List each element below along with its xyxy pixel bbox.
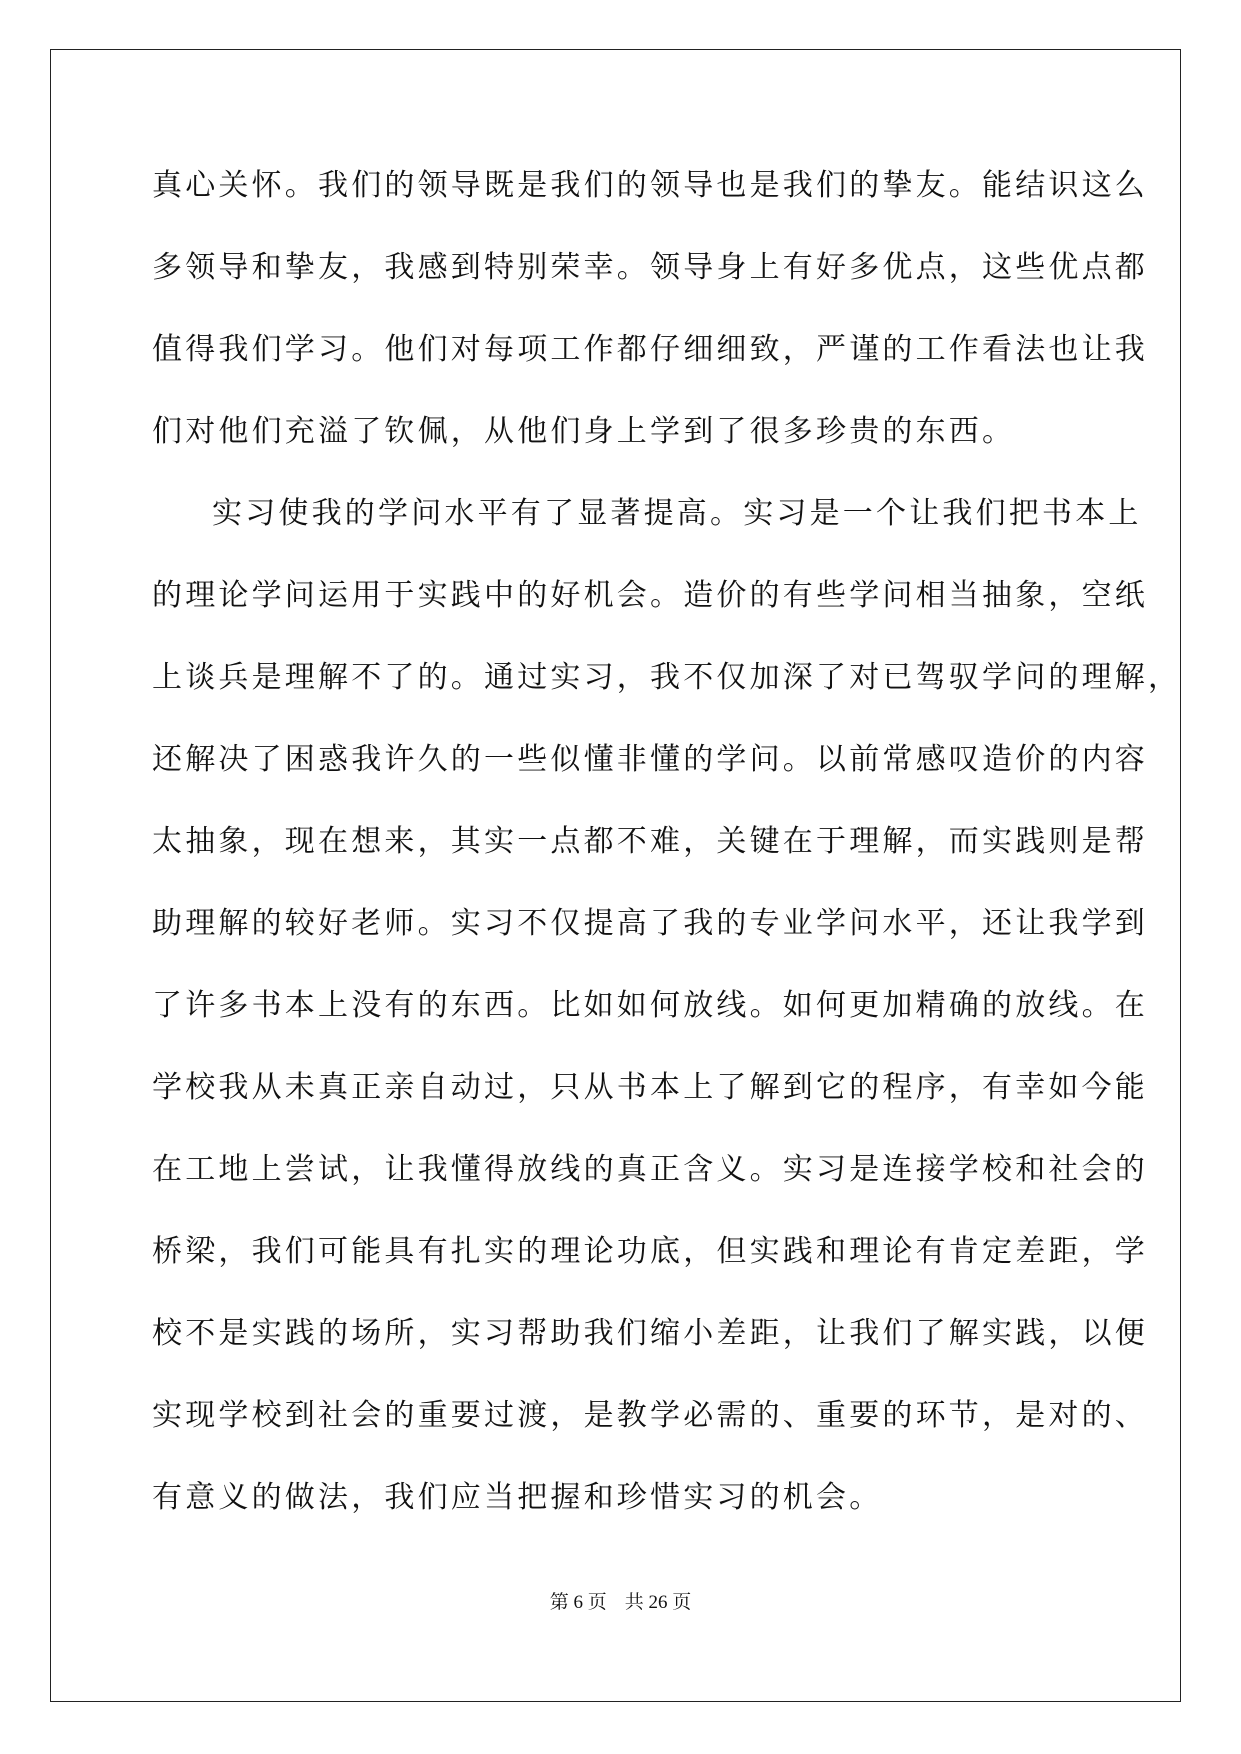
text-line: 桥梁，我们可能具有扎实的理论功底，但实践和理论有肯定差距，学: [152, 1234, 1148, 1269]
text-line: 在工地上尝试，让我懂得放线的真正含义。实习是连接学校和社会的: [152, 1152, 1148, 1187]
document-body: [152, 162, 1182, 1556]
text-line: 了许多书本上没有的东西。比如如何放线。如何更加精确的放线。在: [152, 988, 1148, 1023]
paragraph-start-line: 实习使我的学问水平有了显著提高。实习是一个让我们把书本上: [212, 496, 1142, 531]
text-line: 多领导和挚友，我感到特别荣幸。领导身上有好多优点，这些优点都: [152, 250, 1148, 285]
text-line: 实现学校到社会的重要过渡，是教学必需的、重要的环节，是对的、: [152, 1398, 1148, 1433]
text-line: 值得我们学习。他们对每项工作都仔细细致，严谨的工作看法也让我: [152, 332, 1148, 367]
text-line: 学校我从未真正亲自动过，只从书本上了解到它的程序，有幸如今能: [152, 1070, 1148, 1105]
page-number: 第 6 页: [549, 1592, 607, 1613]
text-line: 还解决了困惑我许久的一些似懂非懂的学问。以前常感叹造价的内容: [152, 742, 1148, 777]
text-line: 们对他们充溢了钦佩，从他们身上学到了很多珍贵的东西。: [152, 414, 1016, 449]
text-line: 的理论学问运用于实践中的好机会。造价的有些学问相当抽象，空纸: [152, 578, 1148, 613]
text-line: 助理解的较好老师。实习不仅提高了我的专业学问水平，还让我学到: [152, 906, 1148, 941]
text-line: 太抽象，现在想来，其实一点都不难，关键在于理解，而实践则是帮: [152, 824, 1148, 859]
text-line: 真心关怀。我们的领导既是我们的领导也是我们的挚友。能结识这么: [152, 168, 1148, 203]
text-line: 上谈兵是理解不了的。通过实习，我不仅加深了对已驾驭学问的理解，: [152, 660, 1182, 695]
page-footer: [0, 1587, 1241, 1614]
page-total: 共 26 页: [624, 1592, 692, 1613]
text-line: 校不是实践的场所，实习帮助我们缩小差距，让我们了解实践，以便: [152, 1316, 1148, 1351]
text-line: 有意义的做法，我们应当把握和珍惜实习的机会。: [152, 1480, 883, 1515]
